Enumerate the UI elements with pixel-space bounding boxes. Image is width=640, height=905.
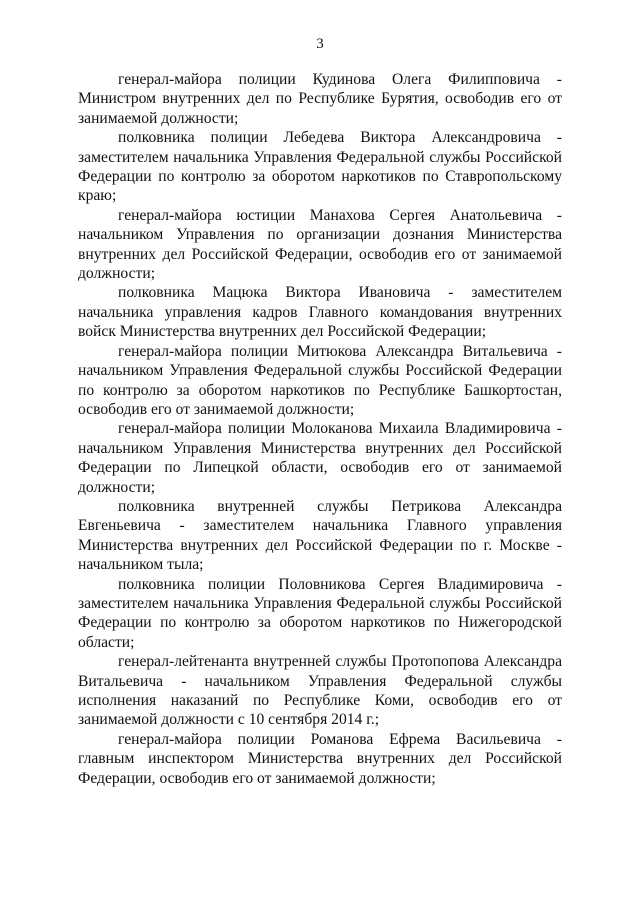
- paragraph-petrikov: полковника внутренней службы Петрикова Александра Евгеньевича - заместителем начальника Главного управления Министерства внутренних дел Российской Федерации по г. Москве - начальником тыла;: [78, 497, 562, 574]
- paragraph-protopopov: генерал-лейтенанта внутренней службы Протопопова Александра Витальевича - начальником Управления Федеральной службы исполнения наказаний по Республике Коми, освободив его от занимаемой должности с 10 сентября 2014 г.;: [78, 653, 562, 729]
- paragraph-lebedev: полковника полиции Лебедева Виктора Александровича - заместителем начальника Управления Федеральной службы Российской Федерации по контролю за оборотом наркотиков по Ставропольскому краю;: [78, 129, 562, 205]
- document-body: [78, 70, 562, 788]
- paragraph-manakhov: генерал-майора юстиции Манахова Сергея Анатольевича - начальником Управления по организации дознания Министерства внутренних дел Российской Федерации, освободив его от занимаемой должности;: [78, 206, 562, 283]
- paragraph-molokanov: генерал-майора полиции Молоканова Михаила Владимировича - начальником Управления Министерства внутренних дел Российской Федерации по Липецкой области, освободив его от занимаемой должности;: [78, 420, 562, 496]
- paragraph-mityukov: генерал-майора полиции Митюкова Александра Витальевича - начальником Управления Федеральной службы Российской Федерации по контролю за оборотом наркотиков по Республике Башкортостан, освободив его от занимаемой должности;: [78, 342, 562, 418]
- paragraph-romanov: генерал-майора полиции Романова Ефрема Васильевича - главным инспектором Министерства внутренних дел Российской Федерации, освободив его от занимаемой должности;: [78, 730, 562, 787]
- paragraph-matsyuk: полковника Мацюка Виктора Ивановича - заместителем начальника управления кадров Главного командования внутренних войск Министерства внутренних дел Российской Федерации;: [78, 284, 562, 341]
- paragraph-kudinov: генерал-майора полиции Кудинова Олега Филипповича - Министром внутренних дел по Республике Бурятия, освободив его от занимаемой должности;: [78, 71, 562, 127]
- paragraph-polovnikov: полковника полиции Половникова Сергея Владимировича - заместителем начальника Управления Федеральной службы Российской Федерации по контролю за оборотом наркотиков по Нижегородской области;: [78, 575, 562, 651]
- page-number: 3: [316, 36, 324, 52]
